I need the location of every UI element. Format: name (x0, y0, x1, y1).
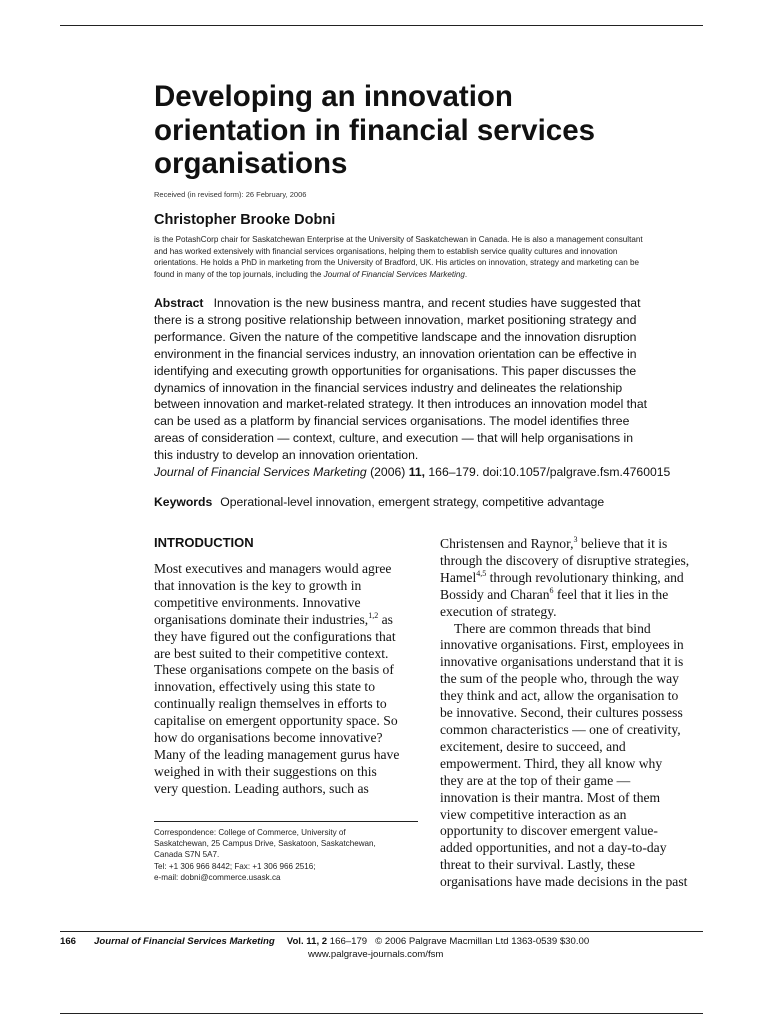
body-line: opportunity to discover emergent value- (440, 823, 658, 839)
body-line: are best suited to their competitive context. (154, 645, 389, 661)
correspondence-line: Canada S7N 5A7. (154, 850, 220, 860)
abstract-line: there is a strong positive relationship between innovation, market positioning strategy and (154, 312, 637, 327)
bio-text: found in many of the top journals, including the (154, 269, 324, 279)
title-line: organisations (154, 147, 348, 180)
body-line: innovative organisations understand that it is (440, 654, 684, 670)
bio-line: and has worked extensively with financial services organisations, helping them to establish service quality cultures and innovation (154, 246, 618, 256)
body-line: the sum of the people who, through the way (440, 671, 679, 687)
body-line (154, 612, 419, 629)
page-footer (60, 936, 589, 948)
received-date: Received (in revised form): 26 February, 2006 (154, 190, 307, 199)
body-line: execution of strategy. (440, 603, 557, 619)
abstract-line: environment in the financial services industry, an innovation orientation can be effective in (154, 346, 637, 361)
body-line: capitalise on emergent opportunity space. So (154, 713, 398, 729)
body-text: Bossidy and Charan (440, 586, 550, 602)
footer-rule (60, 931, 703, 932)
body-line (440, 536, 705, 553)
body-line: very question. Leading authors, such as (154, 780, 369, 796)
body-line: innovative organisations. First, employees in (440, 637, 684, 653)
citation-superscript: 1,2 (368, 610, 379, 620)
keywords (154, 494, 604, 510)
correspondence-line: Saskatchewan, 25 Campus Drive, Saskatoon, Saskatchewan, (154, 839, 376, 849)
body-line: Most executives and managers would agree (154, 561, 392, 576)
correspondence-divider (154, 821, 418, 822)
top-rule (60, 25, 703, 26)
body-line: view competitive interaction as an (440, 806, 627, 822)
body-line: how do organisations become innovative? (154, 730, 383, 746)
body-line: innovation, effectively using this state to (154, 679, 375, 695)
correspondence-line: Correspondence: College of Commerce, University of (154, 828, 346, 837)
body-line: added opportunities, and not a day-to-day (440, 840, 667, 856)
body-column-right (440, 536, 705, 891)
body-line: that innovation is the key to growth in (154, 577, 362, 593)
bio-line: is the PotashCorp chair for Saskatchewan Enterprise at the University of Saskatchewan in Canada. He is also a management consultant (154, 235, 643, 244)
body-line: These organisations compete on the basis of (154, 662, 394, 678)
abstract-line: performance. Given the nature of the competitive landscape and the innovation disruption (154, 329, 637, 344)
body-line: competitive environments. Innovative (154, 594, 361, 610)
page-number: 166 (60, 936, 77, 947)
title-line: Developing an innovation (154, 80, 513, 113)
body-line: empowerment. Third, they all know why (440, 755, 663, 771)
body-text: organisations dominate their industries, (154, 611, 369, 627)
abstract-line (154, 295, 719, 312)
bio-line (154, 269, 714, 281)
bottom-rule (60, 1013, 703, 1014)
correspondence-line: Tel: +1 306 966 8442; Fax: +1 306 966 2516; (154, 861, 316, 871)
body-line: they are at the top of their game — (440, 772, 631, 788)
body-line: weighed in with their suggestions on this (154, 763, 377, 779)
body-text: as (378, 611, 393, 627)
body-line: be innovative. Second, their cultures possess (440, 705, 683, 721)
footer-journal: Journal of Financial Services Marketing (94, 936, 275, 947)
abstract-line: this industry to develop an innovation orientation. (154, 448, 419, 463)
footer-url: www.palgrave-journals.com/fsm (308, 949, 444, 960)
body-line: excitement, desire to succeed, and (440, 738, 626, 754)
body-line: innovation is their mantra. Most of them (440, 789, 661, 805)
bio-end: . (464, 269, 468, 279)
citation-volume: 11, (408, 465, 425, 480)
body-line: they have figured out the configurations that (154, 628, 396, 644)
abstract-line: areas of consideration — context, culture, and execution — that will help organisations in (154, 431, 633, 446)
body-text: believe that it is (577, 536, 668, 551)
body-line: through the discovery of disruptive strategies, (440, 552, 690, 568)
body-line: continually realign themselves in efforts to (154, 696, 387, 712)
footer-pages: 166–179 (329, 936, 368, 947)
keywords-label: Keywords (154, 495, 213, 509)
footer-volume: Vol. 11, 2 (286, 936, 328, 947)
body-text: Christensen and Raynor, (440, 536, 574, 551)
citation-line (154, 464, 719, 481)
abstract-line: between innovation and market-related strategy. It then introduces an innovation model that (154, 397, 647, 412)
citation-superscript: 4,5 (476, 568, 487, 578)
keywords-text: Operational-level innovation, emergent strategy, competitive advantage (220, 495, 605, 509)
body-line (440, 570, 705, 587)
abstract-first-line: Innovation is the new business mantra, and recent studies have suggested that (213, 296, 641, 310)
abstract-label: Abstract (154, 296, 204, 310)
body-text: through revolutionary thinking, and (486, 569, 684, 585)
bio-journal: Journal of Financial Services Marketing (323, 269, 465, 279)
body-line: organisations have made decisions in the past (440, 874, 688, 890)
citation-year: (2006) (370, 465, 406, 480)
abstract-line: can be used as a platform by financial services organisations. The model identifies three (154, 414, 630, 429)
citation-superscript: 6 (549, 585, 554, 595)
body-line: There are common threads that bind (454, 620, 651, 636)
abstract (154, 295, 719, 481)
abstract-line: identifying and executing growth opportunities for organisations. This paper discusses the (154, 363, 637, 378)
title-line: orientation in financial services (154, 113, 596, 147)
section-heading-introduction: INTRODUCTION (154, 535, 254, 550)
author-name: Christopher Brooke Dobni (154, 212, 336, 228)
body-line: they think and act, allow the organisation to (440, 688, 679, 704)
citation-pages: 166–179. doi:10.1057/palgrave.fsm.4760015 (428, 465, 671, 480)
correspondence-block (154, 827, 419, 883)
body-line (440, 587, 705, 604)
body-line: Many of the leading management gurus have (154, 746, 400, 762)
body-text: feel that it lies in the (553, 586, 669, 602)
citation-superscript: 3 (573, 535, 578, 544)
correspondence-line: e-mail: dobni@commerce.usask.ca (154, 872, 281, 882)
footer-copyright: © 2006 Palgrave Macmillan Ltd 1363-0539 $30.00 (375, 936, 590, 947)
body-column-left (154, 561, 419, 798)
bio-line: orientations. He holds a PhD in marketing from the University of Bradford, UK. His articles on innovation, strategy and marketing can be (154, 258, 639, 267)
abstract-line: dynamics of innovation in the financial services industry and delineates the relationship (154, 380, 623, 395)
citation-journal: Journal of Financial Services Marketing (154, 465, 367, 480)
author-bio (154, 234, 714, 280)
body-text: Hamel (440, 569, 477, 585)
body-line: common characteristics — one of creativity, (440, 721, 681, 737)
article-title (154, 80, 714, 181)
body-line: threat to their survival. Lastly, these (440, 857, 636, 873)
